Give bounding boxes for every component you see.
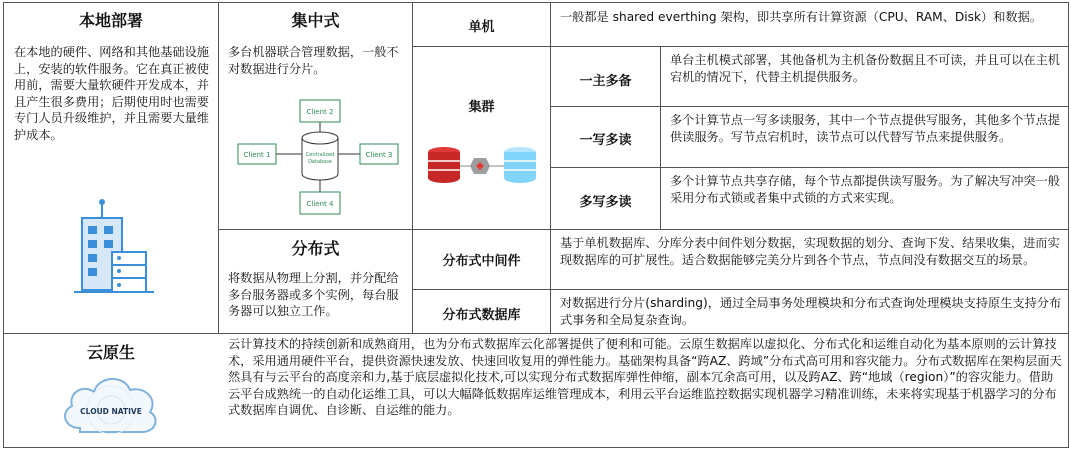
cluster-row-3-label: 多写多读 — [579, 195, 632, 210]
cluster-label: 集群 — [468, 100, 495, 115]
table-border-bottom — [3, 447, 1069, 448]
cloud-native-badge: CLOUD NATIVE — [80, 407, 142, 416]
database-label-1: Centralized — [305, 152, 335, 158]
distributed-description: 将数据从物理上分割，并分配给多台服务器或多个实例，每台服务器可以独立工作。 — [228, 271, 399, 318]
local-description: 在本地的硬件、网络和其他基础设施上，安装的软件服务。它在真正被使用前，需要大量软硬件开发成本，并且产生很多费用；后期使用时也需要专门人员升级维护，并且需要大量维护成本。 — [14, 45, 209, 142]
cloud-description: 云计算技术的持续创新和成熟商用，也为分布式数据库云化部署提供了便利和可能。云原生数据库以虚拟化、分布式化和运维自动化为基本原则的云计算技术，采用通用硬件平台，提供资源快速发放、快速回收复用的弹性能力。基础架构具备“跨AZ、跨域”分布式高可用和容灾能力。分布式数据库在架构层面天然具有与云平台的高度亲和力,基于底层虚拟化技术,可以实现分布式数据库弹性伸缩，副本冗余高可用，以及跨AZ、跨“地域（region）”的容灾能力。借助云平台成熟统一的自动化运维工具，可以大幅降低数据库运维管理成本，利用云平台运维监控数据实现机器学习精准训练，未来将实现基于机器学习的分布式数据库自调优、自诊断、自运维的能力。 — [228, 337, 1062, 417]
cluster-row-3-description: 多个计算节点共享存储，每个节点都提供读写服务。为了解决写冲突一般采用分布式锁或者集中式锁的方式来实现。 — [670, 174, 1060, 205]
database-label-2: Database — [308, 159, 332, 165]
centralized-description: 多台机器联合管理数据，一般不对数据进行分片。 — [228, 45, 399, 76]
cloud-title-text: 云原生 — [86, 343, 135, 362]
client-2-label: Client 2 — [306, 108, 334, 116]
row-divider-cloud — [3, 333, 1069, 334]
building-server-icon — [74, 190, 154, 300]
row-divider-cluster-1 — [551, 106, 1069, 107]
middleware-description: 基于单机数据库、分库分表中间件划分数据，实现数据的划分、查询下发、结果收集，进而实现数据库的可扩展性。适合数据能够完美分片到各个节点，节点间没有数据交互的场景。 — [560, 236, 1060, 267]
centralized-database-diagram — [236, 96, 404, 218]
cloud-native-icon — [56, 362, 166, 444]
table-border-right — [1068, 2, 1069, 448]
cluster-database-icon — [424, 142, 540, 190]
local-title — [4, 8, 218, 31]
col-divider-1 — [218, 2, 219, 333]
distdb-label: 分布式数据库 — [442, 308, 521, 323]
cluster-row-1-description: 单台主机模式部署，其他备机为主机备份数据且不可读，并且可以在主机宕机的情况下，代替主机提供服务。 — [670, 53, 1060, 84]
client-4-label: Client 4 — [306, 200, 334, 208]
row-divider-cluster-2 — [551, 167, 1069, 168]
col-divider-2 — [412, 2, 413, 333]
col-divider-4 — [660, 46, 661, 229]
row-divider-middleware — [413, 289, 1069, 290]
cluster-row-2-description: 多个计算节点一写多读服务，其中一个节点提供写服务，其他多个节点提供读服务。写节点宕机时，读节点可以代替写节点来提供服务。 — [670, 113, 1060, 144]
table-border-left — [3, 2, 4, 448]
row-divider-single — [413, 46, 1069, 47]
single-label: 单机 — [468, 20, 495, 35]
client-1-label: Client 1 — [243, 151, 271, 159]
distdb-description: 对数据进行分片(sharding)，通过全局事务处理模块和分布式查询处理模块支持原生支持分布式事务和全局复杂查询。 — [560, 296, 1062, 327]
cloud-title — [4, 340, 218, 363]
client-3-label: Client 3 — [365, 151, 393, 159]
row-divider-distributed — [219, 229, 1069, 230]
table-border-top — [3, 2, 1069, 3]
local-title-text: 本地部署 — [78, 11, 143, 30]
centralized-title-text: 集中式 — [291, 11, 340, 30]
distributed-title-text: 分布式 — [291, 239, 340, 258]
cluster-row-1-label: 一主多备 — [579, 74, 632, 89]
distributed-title — [219, 236, 412, 259]
cluster-row-2-label: 一写多读 — [579, 133, 632, 148]
centralized-title — [219, 8, 412, 31]
middleware-label: 分布式中间件 — [442, 254, 521, 269]
single-description: 一般都是 shared everthing 架构，即共享所有计算资源（CPU、RAM、Disk）和数据。 — [560, 10, 1042, 24]
